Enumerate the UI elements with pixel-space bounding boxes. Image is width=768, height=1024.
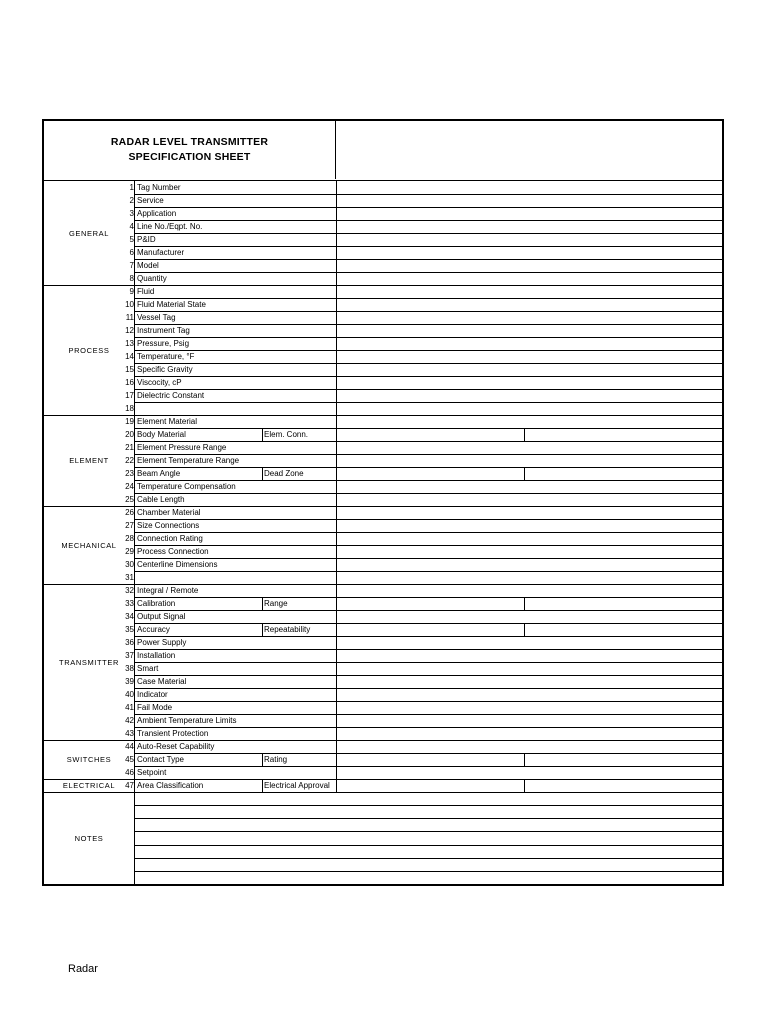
row-secondary-label: Range bbox=[264, 599, 288, 608]
value-field[interactable] bbox=[336, 636, 722, 649]
row-label: Instrument Tag bbox=[137, 326, 190, 335]
row-number: 44 bbox=[125, 742, 134, 751]
value-field[interactable] bbox=[336, 376, 722, 389]
value-field[interactable] bbox=[336, 337, 722, 350]
row-label: Tag Number bbox=[137, 183, 181, 192]
row-label: Fail Mode bbox=[137, 703, 173, 712]
row-number: 13 bbox=[125, 339, 134, 348]
notes-field[interactable] bbox=[134, 818, 722, 831]
value-field[interactable] bbox=[336, 623, 722, 636]
row-number: 27 bbox=[125, 521, 134, 530]
row-number: 29 bbox=[125, 547, 134, 556]
row-number: 39 bbox=[125, 677, 134, 686]
row-secondary-label: Repeatability bbox=[264, 625, 311, 634]
row-label: Line No./Eqpt. No. bbox=[137, 222, 203, 231]
row-label: Pressure, Psig bbox=[137, 339, 190, 348]
row-number: 19 bbox=[125, 417, 134, 426]
value-field[interactable] bbox=[336, 480, 722, 493]
row-number: 40 bbox=[125, 690, 134, 699]
section-label-process: PROCESS bbox=[68, 345, 110, 355]
row-number: 14 bbox=[125, 352, 134, 361]
sheet-header bbox=[44, 121, 724, 181]
row-label: Application bbox=[137, 209, 177, 218]
value-field[interactable] bbox=[336, 584, 722, 597]
row-number: 47 bbox=[125, 781, 134, 790]
value-field[interactable] bbox=[336, 441, 722, 454]
row-number: 16 bbox=[125, 378, 134, 387]
row-number: 15 bbox=[125, 365, 134, 374]
spec-sheet bbox=[42, 119, 724, 886]
row-number: 46 bbox=[125, 768, 134, 777]
row-number: 2 bbox=[129, 196, 134, 205]
value-field[interactable] bbox=[336, 753, 722, 766]
row-number: 11 bbox=[125, 313, 134, 322]
value-field[interactable] bbox=[336, 415, 722, 428]
cell-divider bbox=[262, 597, 263, 610]
value-field[interactable] bbox=[336, 298, 722, 311]
notes-field[interactable] bbox=[134, 871, 722, 884]
value-field[interactable] bbox=[336, 506, 722, 519]
row-number: 30 bbox=[125, 560, 134, 569]
value-field[interactable] bbox=[336, 220, 722, 233]
row-label: P&ID bbox=[137, 235, 156, 244]
row-label: Fluid Material State bbox=[137, 300, 206, 309]
row-label: Model bbox=[137, 261, 159, 270]
row-label: Element Temperature Range bbox=[137, 456, 240, 465]
value-field[interactable] bbox=[336, 571, 722, 584]
row-label: Service bbox=[137, 196, 164, 205]
row-label: Dielectric Constant bbox=[137, 391, 205, 400]
row-label: Indicator bbox=[137, 690, 168, 699]
row-label: Transient Protection bbox=[137, 729, 209, 738]
row-secondary-label: Rating bbox=[264, 755, 288, 764]
section-label-general: GENERAL bbox=[68, 228, 110, 238]
row-secondary-label: Electrical Approval bbox=[264, 781, 330, 790]
value-field[interactable] bbox=[336, 558, 722, 571]
row-number: 1 bbox=[129, 183, 134, 192]
footer-text: Radar bbox=[68, 963, 98, 975]
value-field[interactable] bbox=[336, 610, 722, 623]
row-label: Power Supply bbox=[137, 638, 187, 647]
row-label: Case Material bbox=[137, 677, 187, 686]
column-divider bbox=[134, 181, 135, 792]
row-label: Cable Length bbox=[137, 495, 185, 504]
row-number: 42 bbox=[125, 716, 134, 725]
row-number: 36 bbox=[125, 638, 134, 647]
value-field[interactable] bbox=[336, 766, 722, 779]
row-label: Beam Angle bbox=[137, 469, 181, 478]
row-label: Element Material bbox=[137, 417, 198, 426]
value-field[interactable] bbox=[336, 597, 722, 610]
cell-divider bbox=[262, 467, 263, 480]
value-field[interactable] bbox=[336, 662, 722, 675]
notes-line bbox=[134, 858, 722, 859]
value-field[interactable] bbox=[336, 285, 722, 298]
value-field[interactable] bbox=[336, 233, 722, 246]
row-number: 8 bbox=[129, 274, 134, 283]
row-number: 10 bbox=[125, 300, 134, 309]
notes-label: NOTES bbox=[74, 833, 104, 843]
cell-divider bbox=[262, 623, 263, 636]
row-number: 3 bbox=[129, 209, 134, 218]
section-label-element: ELEMENT bbox=[69, 456, 109, 465]
notes-field[interactable] bbox=[134, 831, 722, 844]
value-field[interactable] bbox=[336, 675, 722, 688]
row-number: 32 bbox=[125, 586, 134, 595]
row-number: 7 bbox=[129, 261, 134, 270]
row-label: Area Classification bbox=[137, 781, 204, 790]
row-label: Temperature, °F bbox=[137, 352, 195, 361]
row-number: 25 bbox=[125, 495, 134, 504]
row-label: Element Pressure Range bbox=[137, 443, 227, 452]
row-secondary-label: Dead Zone bbox=[264, 469, 304, 478]
row-label: Installation bbox=[137, 651, 176, 660]
section-label-switches: SWITCHES bbox=[66, 755, 112, 764]
row-label: Specific Gravity bbox=[137, 365, 193, 374]
row-number: 20 bbox=[125, 430, 134, 439]
value-field[interactable] bbox=[336, 454, 722, 467]
row-label: Auto-Reset Capability bbox=[137, 742, 215, 751]
value-field[interactable] bbox=[336, 740, 722, 753]
row-label: Fluid bbox=[137, 287, 155, 296]
row-number: 43 bbox=[125, 729, 134, 738]
title-cell bbox=[44, 121, 336, 179]
notes-field[interactable] bbox=[134, 805, 722, 818]
value-field[interactable] bbox=[336, 402, 722, 415]
row-number: 22 bbox=[125, 456, 134, 465]
row-number: 34 bbox=[125, 612, 134, 621]
row-label: Calibration bbox=[137, 599, 176, 608]
row-label: Vessel Tag bbox=[137, 313, 176, 322]
notes-line bbox=[134, 871, 722, 872]
row-label: Integral / Remote bbox=[137, 586, 199, 595]
row-number: 33 bbox=[125, 599, 134, 608]
value-field[interactable] bbox=[336, 714, 722, 727]
section-label-mechanical: MECHANICAL bbox=[61, 540, 117, 550]
notes-line bbox=[134, 845, 722, 846]
value-field[interactable] bbox=[336, 272, 722, 285]
value-field[interactable] bbox=[336, 532, 722, 545]
title-line-1: RADAR LEVEL TRANSMITTER bbox=[110, 136, 269, 148]
row-number: 17 bbox=[125, 391, 134, 400]
row-number: 6 bbox=[129, 248, 134, 257]
value-field[interactable] bbox=[336, 350, 722, 363]
row-label: Centerline Dimensions bbox=[137, 560, 218, 569]
notes-field[interactable] bbox=[134, 845, 722, 858]
notes-field[interactable] bbox=[134, 792, 722, 805]
row-number: 41 bbox=[125, 703, 134, 712]
notes-line bbox=[134, 831, 722, 832]
value-field[interactable] bbox=[336, 428, 722, 441]
row-number: 24 bbox=[125, 482, 134, 491]
row-label: Ambient Temperature Limits bbox=[137, 716, 237, 725]
value-field[interactable] bbox=[336, 701, 722, 714]
row-label: Process Connection bbox=[137, 547, 209, 556]
value-field[interactable] bbox=[336, 311, 722, 324]
value-field[interactable] bbox=[336, 246, 722, 259]
notes-line bbox=[134, 818, 722, 819]
row-label: Viscocity, cP bbox=[137, 378, 182, 387]
value-field[interactable] bbox=[336, 649, 722, 662]
section-label-transmitter: TRANSMITTER bbox=[59, 657, 119, 667]
row-number: 31 bbox=[125, 573, 134, 582]
row-number: 38 bbox=[125, 664, 134, 673]
value-field[interactable] bbox=[336, 545, 722, 558]
notes-line bbox=[134, 805, 722, 806]
row-number: 18 bbox=[125, 404, 134, 413]
notes-field[interactable] bbox=[134, 858, 722, 871]
column-divider bbox=[336, 181, 337, 792]
value-field[interactable] bbox=[336, 493, 722, 506]
row-label: Chamber Material bbox=[137, 508, 201, 517]
row-number: 12 bbox=[125, 326, 134, 335]
cell-divider bbox=[262, 779, 263, 792]
title-line-2: SPECIFICATION SHEET bbox=[128, 151, 251, 163]
row-number: 23 bbox=[125, 469, 134, 478]
row-number: 35 bbox=[125, 625, 134, 634]
cell-divider bbox=[262, 428, 263, 441]
row-label: Accuracy bbox=[137, 625, 170, 634]
row-number: 45 bbox=[125, 755, 134, 764]
value-field[interactable] bbox=[336, 519, 722, 532]
row-label: Smart bbox=[137, 664, 159, 673]
row-label: Setpoint bbox=[137, 768, 167, 777]
value-field[interactable] bbox=[336, 389, 722, 402]
row-label: Body Material bbox=[137, 430, 186, 439]
cell-divider bbox=[262, 753, 263, 766]
row-secondary-label: Elem. Conn. bbox=[264, 430, 309, 439]
value-field[interactable] bbox=[336, 324, 722, 337]
value-field[interactable] bbox=[336, 779, 722, 792]
value-field[interactable] bbox=[336, 363, 722, 376]
value-field[interactable] bbox=[336, 207, 722, 220]
row-number: 37 bbox=[125, 651, 134, 660]
value-field[interactable] bbox=[336, 688, 722, 701]
value-field[interactable] bbox=[336, 727, 722, 740]
value-field[interactable] bbox=[336, 194, 722, 207]
row-label: Output Signal bbox=[137, 612, 186, 621]
row-label: Temperature Compensation bbox=[137, 482, 236, 491]
row-number: 28 bbox=[125, 534, 134, 543]
row-label: Connection Rating bbox=[137, 534, 203, 543]
row-number: 4 bbox=[129, 222, 134, 231]
row-number: 21 bbox=[125, 443, 134, 452]
section-label-electrical: ELECTRICAL bbox=[62, 781, 116, 790]
row-number: 26 bbox=[125, 508, 134, 517]
value-field[interactable] bbox=[336, 181, 722, 194]
value-field[interactable] bbox=[336, 259, 722, 272]
value-field[interactable] bbox=[336, 467, 722, 480]
row-label: Quantity bbox=[137, 274, 167, 283]
row-label: Manufacturer bbox=[137, 248, 185, 257]
row-number: 5 bbox=[129, 235, 134, 244]
row-label: Contact Type bbox=[137, 755, 184, 764]
row-number: 9 bbox=[129, 287, 134, 296]
row-label: Size Connections bbox=[137, 521, 200, 530]
